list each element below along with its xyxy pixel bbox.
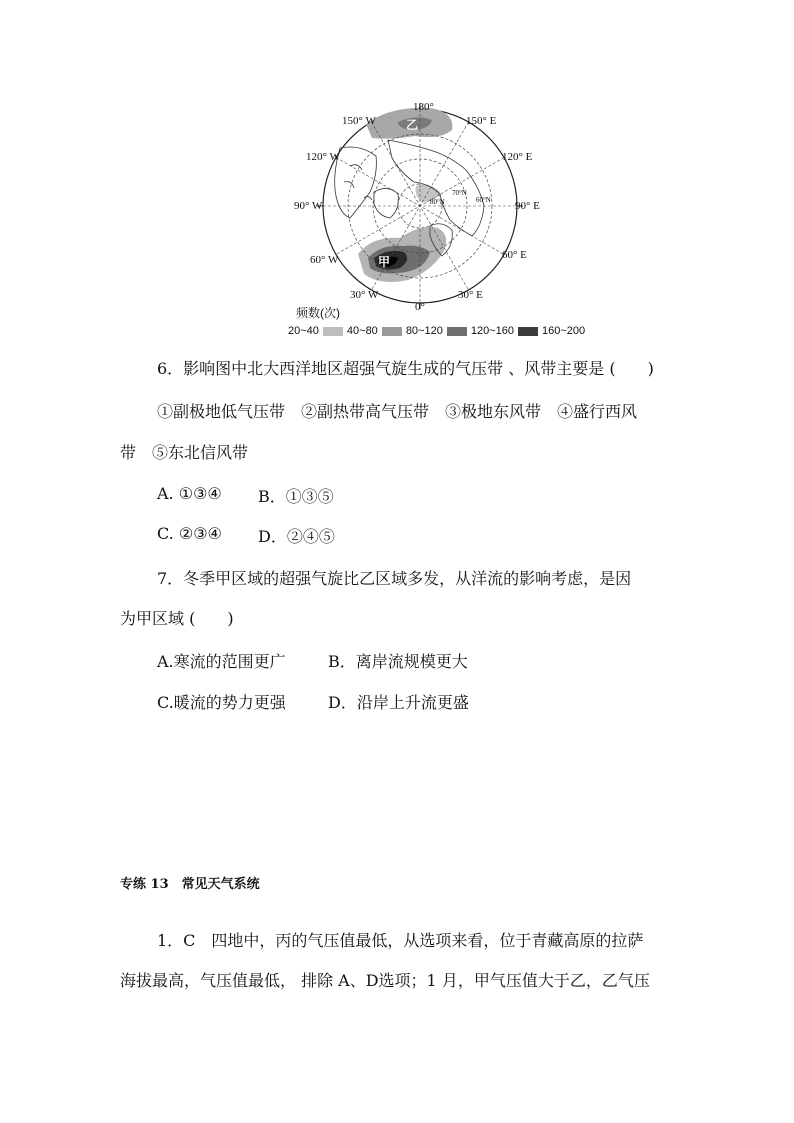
label-60w: 60° W bbox=[310, 254, 339, 266]
q7-stem-line2: 为甲区域 ( ) bbox=[120, 609, 234, 628]
q7-stem-line1: 7．冬季甲区域的超强气旋比乙区域多发，从洋流的影响考虑，是因 bbox=[157, 569, 632, 588]
label-120w: 120° W bbox=[306, 151, 340, 163]
q7-option-a[interactable]: A.寒流的范围更广 bbox=[157, 652, 286, 671]
label-120e: 120° E bbox=[502, 151, 533, 163]
q6-option-b[interactable]: B．①③⑤ bbox=[258, 487, 334, 506]
label-150w: 150° W bbox=[342, 115, 376, 127]
legend-label-4: 120~160 bbox=[470, 325, 514, 337]
label-90w: 90° W bbox=[294, 200, 323, 212]
legend-swatch-3 bbox=[447, 327, 467, 336]
region-b-label: 乙 bbox=[406, 118, 419, 132]
legend-swatch-4 bbox=[518, 327, 538, 336]
answer-line2: 海拔最高，气压值最低， 排除 A、D选项；1 月，甲气压值大于乙，乙气压 bbox=[120, 971, 650, 990]
lat-80-label: 80°N bbox=[430, 198, 445, 206]
region-a-label: 甲 bbox=[378, 255, 391, 269]
legend-swatch-2 bbox=[382, 327, 402, 336]
q6-items-line2: 带 ⑤东北信风带 bbox=[120, 443, 249, 462]
q6-stem: 6．影响图中北大西洋地区超强气旋生成的气压带 、风带主要是 ( ) bbox=[157, 359, 654, 378]
label-60e: 60° E bbox=[502, 249, 527, 261]
legend-label-5: 160~200 bbox=[541, 325, 586, 337]
q7-option-d[interactable]: D．沿岸上升流更盛 bbox=[328, 693, 469, 712]
label-90e: 90° E bbox=[515, 200, 540, 212]
legend bbox=[288, 325, 585, 337]
label-30w: 30° W bbox=[350, 289, 379, 301]
lat-70-label: 70°N bbox=[452, 189, 467, 197]
q6-option-d[interactable]: D．②④⑤ bbox=[258, 527, 335, 546]
legend-swatch-1 bbox=[323, 327, 343, 336]
label-150e: 150° E bbox=[466, 115, 497, 127]
answer-line1: 1．C 四地中，丙的气压值最低，从选项来看，位于青藏高原的拉萨 bbox=[157, 931, 644, 950]
label-0: 0° bbox=[415, 301, 425, 313]
legend-label-2: 40~80 bbox=[346, 325, 378, 337]
label-30e: 30° E bbox=[458, 289, 483, 301]
answer-section-header: 专练 13 常见天气系统 bbox=[120, 877, 260, 892]
lat-60-label: 60°N bbox=[476, 196, 491, 204]
q7-option-c[interactable]: C.暖流的势力更强 bbox=[157, 693, 286, 712]
legend-label-3: 80~120 bbox=[405, 325, 443, 337]
q6-option-c[interactable]: C. ②③④ bbox=[157, 524, 222, 543]
q6-items-line1: ①副极地低气压带 ②副热带高气压带 ③极地东风带 ④盛行西风 bbox=[157, 402, 638, 421]
label-180: 180° bbox=[413, 101, 434, 113]
legend-label-1: 20~40 bbox=[288, 325, 319, 337]
legend-title: 频数(次) bbox=[296, 306, 340, 320]
q7-option-b[interactable]: B．离岸流规模更大 bbox=[328, 652, 468, 671]
q6-option-a[interactable]: A. ①③④ bbox=[157, 484, 222, 503]
